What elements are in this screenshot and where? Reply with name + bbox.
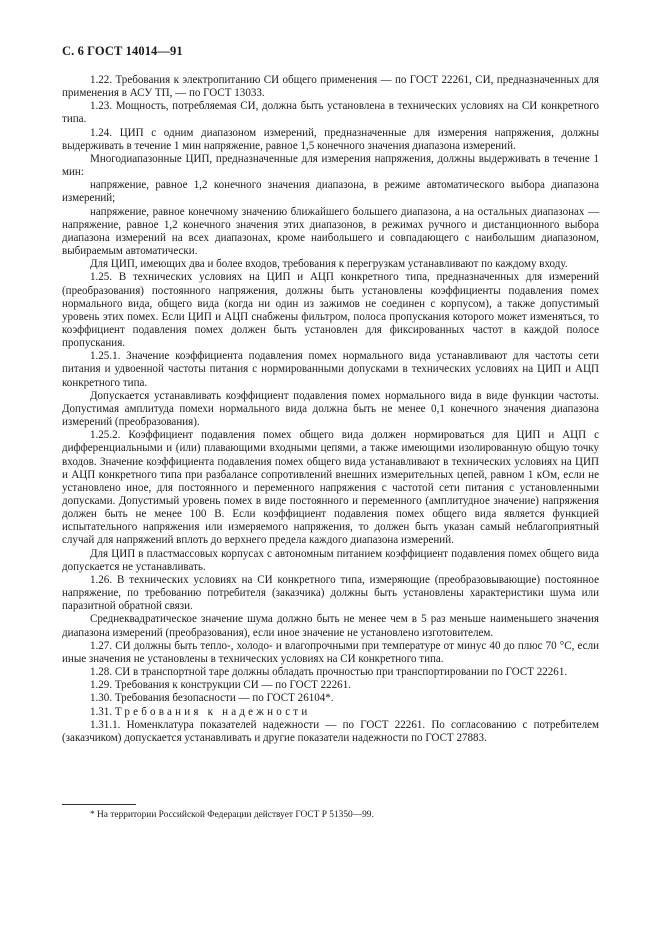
paragraph-multirange: Многодиапазонные ЦИП, предназначенные для измерения напряжения, должны выдерживать в течение 1 мин: xyxy=(62,152,599,179)
paragraph-overload: Для ЦИП, имеющих два и более входов, требования к перегрузкам устанавливают по каждому входу. xyxy=(90,258,568,271)
document-body xyxy=(62,74,599,745)
section-title: Требования к надежности xyxy=(114,705,311,718)
paragraph-voltage-auto: напряжение, равное 1,2 конечного значения диапазона, в режиме автоматического выбора диапазона измерений; xyxy=(62,179,599,205)
paragraph-1-22: 1.22. Требования к электропитанию СИ общего применения — по ГОСТ 22261, СИ, предназначенных для применения в АСУ ТП, — по ГОСТ 13033. xyxy=(62,74,599,100)
page-header: С. 6 ГОСТ 14014—91 xyxy=(62,44,183,58)
paragraph-1-26: 1.26. В технических условиях на СИ конкретного типа, измеряющие (преобразовывающие) постоянное напряжение, по требованию потребителя (заказчика) должны быть установлены характеристики шума или паразитной обратной связи. xyxy=(62,573,599,613)
paragraph-1-27: 1.27. СИ должны быть тепло-, холодо- и влагопрочными при температуре от минус 40 до плюс 70 °С, если иные значения не установлены в технических условиях на СИ конкретного типа. xyxy=(62,639,599,665)
paragraph-voltage-manual: напряжение, равное конечному значению ближайшего большего диапазона, а на остальных диапазонах — напряжение, равное 1,2 конечного значения этих диапазонов, в режимах ручного и дистанционного выбора диапазона измерений на всех диапазонах, кроме наибольшего и совпадающего с наибольшим диапазоном, выбираемым автоматически. xyxy=(62,205,599,258)
footnote-divider xyxy=(62,804,136,805)
paragraph-plastic-case: Для ЦИП в пластмассовых корпусах с автономным питанием коэффициент подавления помех общего вида допускается не устанавливать. xyxy=(62,547,599,573)
section-heading-1-31 xyxy=(62,706,599,719)
paragraph-1-23: 1.23. Мощность, потребляемая СИ, должна быть установлена в технических условиях на СИ конкретного типа. xyxy=(62,100,599,126)
paragraph-1-31-1: 1.31.1. Номенклатура показателей надежности — по ГОСТ 22261. По согласованию с потребителем (заказчиком) допускается устанавливать и другие показатели надежности по ГОСТ 27883. xyxy=(62,718,599,744)
paragraph-normal-mode-freq: Допускается устанавливать коэффициент подавления помех нормального вида в виде функции частоты. Допустимая амплитуда помехи нормального вида должна быть не менее 0,1 конечного значения диапазона измерений (преобразования). xyxy=(62,389,599,429)
paragraph-1-29: 1.29. Требования к конструкции СИ — по ГОСТ 22261. xyxy=(90,679,351,692)
paragraph-1-25-2: 1.25.2. Коэффициент подавления помех общего вида должен нормироваться для ЦИП и АЦП с дифференциальными и (или) плавающими входными цепями, а также имеющими изолированную общую точку входов. Значение коэффициента подавления помех общего вида устанавливают в технических условиях на ЦИП и АЦП конкретного типа при разбалансе сопротивлений внешних измерительных цепей, равном 1 кОм, если не установлено иное, для постоянного и переменного напряжения с частотой сети питания с установленными допусками. Допустимый уровень помех в виде постоянного и переменного (амплитудное значение) напряжения должен быть не менее 100 В. Если коэффициент подавления помех общего вида является функцией испытательного напряжения или измеряемого напряжения, то должен быть указан самый неблагоприятный случай для напряжений вплоть до верхнего предела каждого диапазона измерений. xyxy=(62,429,599,547)
paragraph-noise-rms: Среднеквадратическое значение шума должно быть не менее чем в 5 раз меньше наименьшего значения диапазона измерений (преобразования), если иное значение не установлено изготовителем. xyxy=(62,613,599,639)
paragraph-1-28: 1.28. СИ в транспортной таре должны обладать прочностью при транспортировании по ГОСТ 22261. xyxy=(90,666,568,679)
footnote: * На территории Российской Федерации действует ГОСТ Р 51350—99. xyxy=(90,810,374,820)
paragraph-1-25-1: 1.25.1. Значение коэффициента подавления помех нормального вида устанавливают для частоты сети питания и удвоенной частоты питания с нормированными допусками в технических условиях на ЦИП и АЦП конкретного типа. xyxy=(62,350,599,389)
paragraph-1-24: 1.24. ЦИП с одним диапазоном измерений, предназначенные для измерения напряжения, должны выдерживать в течение 1 мин напряжение, равное 1,5 конечного значения диапазона измерений. xyxy=(62,126,599,152)
paragraph-1-25: 1.25. В технических условиях на ЦИП и АЦП конкретного типа, предназначенных для измерений (преобразования) постоянного напряжения, должны быть установлены коэффициенты подавления помех нормального вида, общего вида (когда ни один из зажимов не соединен с корпусом), а также допустимый уровень этих помех. Если ЦИП и АЦП снабжены фильтром, полоса пропускания которого может изменяться, то коэффициент подавления помех должен быть установлен для фиксированных частот в каждой полосе пропускания. xyxy=(62,271,599,350)
section-number: 1.31. xyxy=(90,705,113,718)
paragraph-1-30: 1.30. Требования безопасности — по ГОСТ 26104*. xyxy=(90,692,334,705)
